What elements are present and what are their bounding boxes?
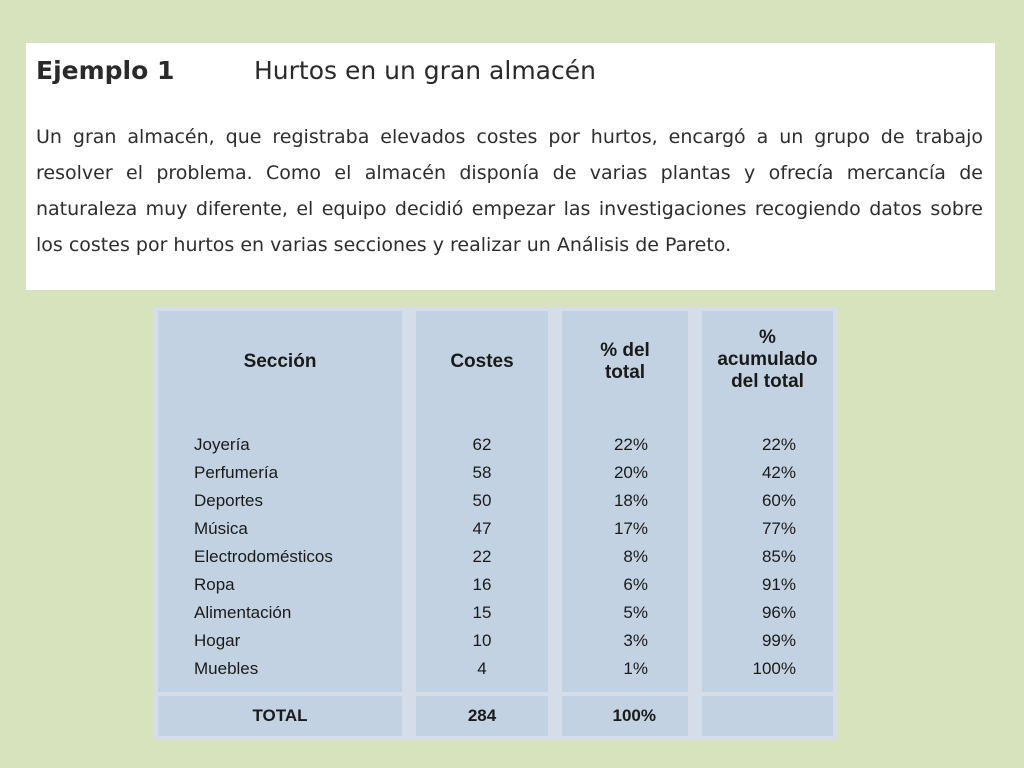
table-cell-section: Electrodomésticos xyxy=(194,547,333,566)
total-costs: 284 xyxy=(467,706,497,725)
header-cum-total xyxy=(702,327,833,393)
table-cell-section: Deportes xyxy=(194,491,263,510)
column-cum-total xyxy=(702,431,796,683)
table-cell-pct: 3% xyxy=(623,631,648,650)
header-section: Sección xyxy=(243,351,317,372)
header-pct-total xyxy=(562,340,688,384)
table-cell-cum: 100% xyxy=(752,659,796,678)
total-label: TOTAL xyxy=(252,706,308,725)
table-cell-cum: 60% xyxy=(761,491,796,510)
table-cell-costs: 4 xyxy=(477,659,487,678)
header-pct-line1: % del xyxy=(600,340,650,361)
header-costs: Costes xyxy=(450,351,514,372)
table-cell-cum: 91% xyxy=(761,575,796,594)
table-cell-pct: 1% xyxy=(623,659,648,678)
table-cell-cum: 99% xyxy=(761,631,796,650)
table-cell-cum: 77% xyxy=(761,519,796,538)
header-cum-line1: % xyxy=(759,327,776,348)
table-cell-section: Perfumería xyxy=(194,463,279,482)
table-cell-pct: 22% xyxy=(613,435,648,454)
pareto-table xyxy=(154,307,837,740)
table-cell-costs: 62 xyxy=(472,435,492,454)
table-cell-pct: 8% xyxy=(623,547,648,566)
total-pct: 100% xyxy=(612,706,656,725)
table-cell-section: Música xyxy=(194,519,248,538)
header-pct-line2: total xyxy=(604,362,646,383)
table-cell-pct: 6% xyxy=(623,575,648,594)
table-cell-costs: 50 xyxy=(472,491,492,510)
table-cell-section: Muebles xyxy=(194,659,259,678)
table-cell-pct: 5% xyxy=(623,603,648,622)
header-cum-line3: del total xyxy=(731,371,804,392)
table-cell-section: Ropa xyxy=(194,575,235,594)
table-cell-cum: 96% xyxy=(761,603,796,622)
table-cell-costs: 15 xyxy=(472,603,492,622)
table-cell-cum: 22% xyxy=(761,435,796,454)
column-pct-total xyxy=(562,431,648,683)
column-section xyxy=(194,431,394,683)
table-cell-section: Joyería xyxy=(194,435,250,454)
example-label: Ejemplo 1 xyxy=(36,56,175,85)
table-cell-pct: 20% xyxy=(613,463,648,482)
header-cum-line2: acumulado xyxy=(717,349,818,370)
table-cell-cum: 85% xyxy=(761,547,796,566)
table-cell-costs: 22 xyxy=(472,547,492,566)
table-cell-cum: 42% xyxy=(761,463,796,482)
table-cell-pct: 18% xyxy=(613,491,648,510)
table-cell-costs: 47 xyxy=(472,519,492,538)
total-bg-cum xyxy=(702,696,833,736)
table-cell-pct: 17% xyxy=(613,519,648,538)
table-cell-costs: 58 xyxy=(472,463,492,482)
table-cell-costs: 16 xyxy=(472,575,492,594)
table-cell-costs: 10 xyxy=(472,631,492,650)
table-cell-section: Hogar xyxy=(194,631,241,650)
column-costs xyxy=(416,431,548,683)
example-text-panel xyxy=(26,43,995,290)
table-cell-section: Alimentación xyxy=(194,603,292,622)
example-heading xyxy=(36,51,983,91)
example-title: Hurtos en un gran almacén xyxy=(254,56,596,85)
example-paragraph: Un gran almacén, que registraba elevados costes por hurtos, encargó a un grupo de trabajo resolver el problema. Como el almacén disponía de varias plantas y ofrecía mercancía de naturaleza muy diferente, el equipo decidió empezar las investigaciones recogiendo datos sobre los costes por hurtos en varias secciones y realizar un Análisis de Pareto. xyxy=(36,126,983,256)
